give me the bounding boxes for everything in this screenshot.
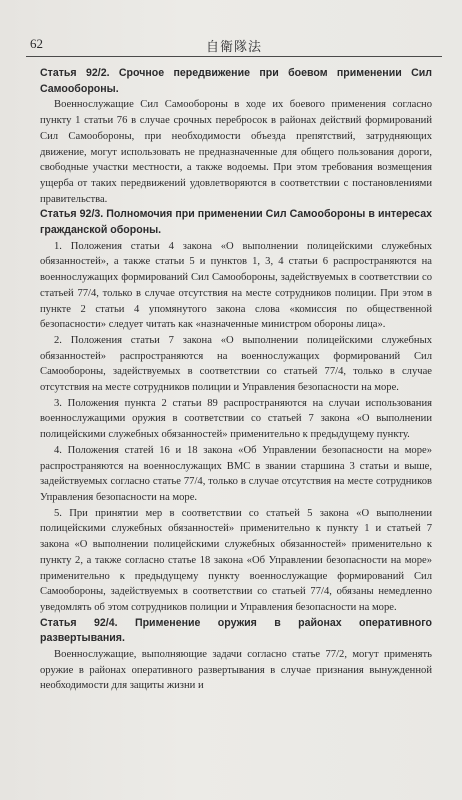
article-paragraph: 4. Положения статей 16 и 18 закона «Об Управлении безопасности на море» распространяются на военнослужащих ВМС в звании старшина 3 статьи и выше, задействуемых согласно статье 77/4, только в случае отсутствия на месте сотрудников Управления безопасности на море. [40, 444, 432, 503]
article-paragraph: 2. Положения статьи 7 закона «О выполнении полицейскими служебных обязанностей» распространяются на военнослужащих формирований Сил Самообороны, задействуемых в соответствии со статьей 77/4, только в случае отсутствия на месте сотрудников полиции и Управления безопасности на море. [40, 334, 432, 394]
article-paragraph: Военнослужащие, выполняющие задачи согласно статье 77/2, могут применять оружие в районах оперативного развертывания в случае признания вынужденной необходимости для защиты жизни и [40, 649, 432, 692]
article-heading: Статья 92/3. Полномочия при применении Сил Самообороны в интересах гражданской обороны. [40, 208, 432, 237]
article-paragraph: 1. Положения статьи 4 закона «О выполнении полицейскими служебных обязанностей», а также статьи 5 и пунктов 1, 3, 4 статьи 6 распространяются на военнослужащих формирований Сил Самообороны, задействуемых в соответствии со статьей 77/4, только в случае отсутствия на месте сотрудников полиции. При этом в пункте 2 статьи 4 упомянутого закона слова «комиссия по общественной безопасности» следует читать как «назначенные министром обороны лица». [40, 240, 432, 331]
running-title: 自衛隊法 [205, 39, 262, 54]
page-header [26, 34, 442, 57]
article-92-4 [40, 616, 432, 695]
article-paragraph: Военнослужащие Сил Самообороны в ходе их боевого применения согласно пункту 1 статьи 76 в случае срочных перебросок в районах действий формирований Сил Самообороны, при необходимости объезда препятствий, затрудняющих движение, могут использовать не предназначенные для общего пользования дороги, свободные участки местности, а также водоемы. При этом требования возмещения ущерба от таких передвижений удовлетворяются в соответствии с постановлениями правительства. [40, 99, 432, 205]
article-paragraph: 5. При принятии мер в соответствии со статьей 5 закона «О выполнении полицейскими служебных обязанностей» применительно к пункту 1 и статьей 7 закона «О выполнении полицейскими служебных обязанностей» применительно к пункту 2, а также согласно статье 18 закона «Об Управлении безопасности на море» применительно к предыдущему пункту военнослужащие формирований Сил Самообороны, задействуемых в соответствии со статьей 77/4, обязаны немедленно уведомлять об этом сотрудников полиции и Управления безопасности на море. [40, 507, 432, 613]
article-paragraph: 3. Положения пункта 2 статьи 89 распространяются на случаи использования военнослужащими оружия в соответствии со статьей 7 закона «О выполнении полицейскими служебных обязанностей» применительно к предыдущему пункту. [40, 397, 432, 441]
page-body [40, 66, 432, 694]
article-92-2 [40, 66, 432, 207]
page-number: 62 [30, 36, 43, 51]
article-92-3 [40, 207, 432, 615]
article-heading: Статья 92/2. Срочное передвижение при боевом применении Сил Самообороны. [40, 67, 432, 95]
article-heading: Статья 92/4. Применение оружия в районах оперативного развертывания. [40, 616, 432, 645]
